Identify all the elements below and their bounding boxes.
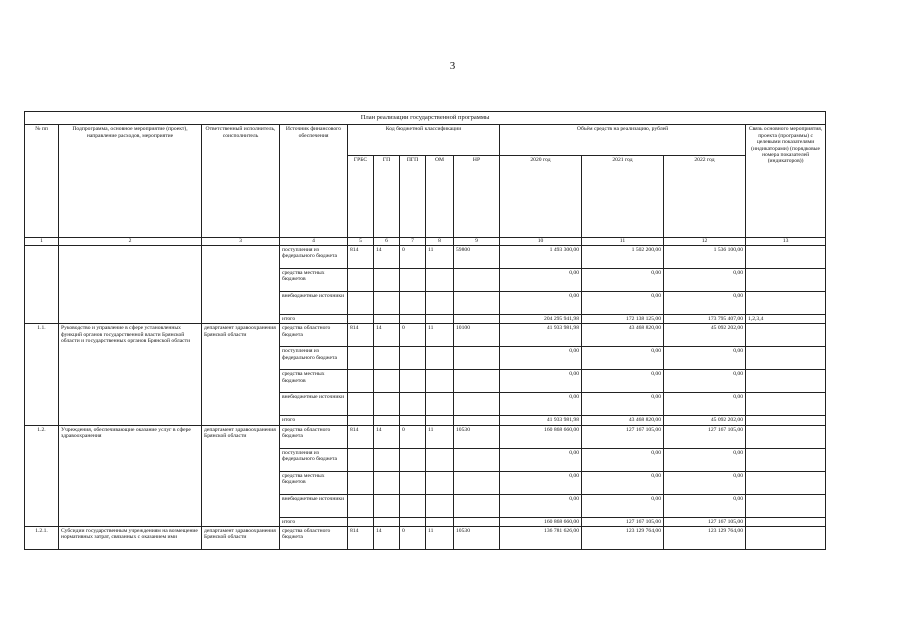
program-plan-table-wrapper [24,111,825,550]
cell-name: Учреждения, обеспечивающие оказание услуг в сфере здравоохранения [59,425,202,526]
cell-gp: 14 [374,324,400,347]
cell-v2021: 1 502 200,00 [582,245,664,268]
cell-pgp [400,416,426,425]
cell-v2020: 136 781 626,00 [500,527,582,550]
cell-om [426,416,454,425]
col-number: 5 [348,238,374,245]
cell-pgp: 0 [400,245,426,268]
cell-gp [374,448,400,471]
table-title: План реализации государственной программы [25,112,826,125]
cell-pgp: 0 [400,425,426,448]
cell-nr [454,517,500,526]
cell-grbs [348,268,374,291]
cell-v2022: 0,00 [664,268,746,291]
header-kbk: Код бюджетной классификации [348,125,500,156]
cell-pgp [400,370,426,393]
cell-v2022: 45 092 202,00 [664,324,746,347]
cell-om [426,268,454,291]
cell-om: 11 [426,527,454,550]
cell-v2021: 0,00 [582,494,664,517]
cell-v2022: 0,00 [664,471,746,494]
cell-pgp [400,471,426,494]
title-row [25,112,826,125]
cell-gp [374,494,400,517]
cell-pgp [400,314,426,323]
cell-link [746,347,826,370]
cell-src: поступления из федерального бюджета [280,448,348,471]
cell-src: средства местных бюджетов [280,268,348,291]
table-row [25,425,826,448]
cell-v2020: 0,00 [500,471,582,494]
column-number-row [25,238,826,245]
cell-pgp [400,448,426,471]
cell-om [426,517,454,526]
cell-grbs [348,471,374,494]
col-number: 12 [664,238,746,245]
table-body [25,245,826,549]
cell-grbs [348,314,374,323]
cell-v2020: 41 933 981,98 [500,416,582,425]
cell-nr: 10100 [454,324,500,347]
cell-v2021: 43 468 820,00 [582,324,664,347]
cell-om: 11 [426,425,454,448]
cell-num [25,245,59,323]
cell-v2021: 123 129 764,00 [582,527,664,550]
col-number: 13 [746,238,826,245]
cell-om [426,494,454,517]
cell-pgp [400,347,426,370]
cell-link [746,370,826,393]
header-src: Источник финансового обеспечения [280,125,348,238]
cell-v2022: 1 536 100,00 [664,245,746,268]
cell-nr [454,471,500,494]
cell-link [746,393,826,416]
cell-link [746,425,826,448]
cell-v2021: 127 167 105,00 [582,517,664,526]
cell-grbs [348,347,374,370]
cell-gp [374,471,400,494]
cell-v2020: 0,00 [500,448,582,471]
cell-v2022: 0,00 [664,347,746,370]
cell-grbs: 814 [348,527,374,550]
cell-gp [374,291,400,314]
cell-num: 1.2. [25,425,59,526]
cell-v2021: 0,00 [582,347,664,370]
cell-name: Руководство и управление в сфере установленных функций органов государственной власти Брянской области и государственных органов Брянской области [59,324,202,425]
cell-v2021: 0,00 [582,291,664,314]
cell-v2022: 0,00 [664,494,746,517]
cell-nr [454,291,500,314]
cell-grbs: 814 [348,324,374,347]
cell-om [426,347,454,370]
cell-grbs [348,370,374,393]
program-plan-table [24,111,826,550]
cell-v2020: 0,00 [500,268,582,291]
cell-gp: 14 [374,245,400,268]
cell-link [746,471,826,494]
cell-v2020: 160 868 660,00 [500,425,582,448]
cell-pgp: 0 [400,527,426,550]
header-name: Подпрограмма, основное мероприятие (проект), направление расходов, мероприятие [59,125,202,238]
cell-gp [374,268,400,291]
cell-nr [454,416,500,425]
cell-v2020: 0,00 [500,393,582,416]
cell-v2020: 0,00 [500,494,582,517]
cell-v2020: 41 933 981,98 [500,324,582,347]
header-vol: Объём средств на реализацию, рублей [500,125,746,156]
cell-v2020: 0,00 [500,291,582,314]
cell-src: средства областного бюджета [280,425,348,448]
cell-resp: департамент здравоохранения Брянской области [202,324,280,425]
col-number: 7 [400,238,426,245]
cell-v2020: 1 493 300,00 [500,245,582,268]
cell-om [426,291,454,314]
cell-om [426,370,454,393]
cell-name [59,245,202,323]
cell-resp: департамент здравоохранения Брянской области [202,527,280,550]
cell-grbs [348,291,374,314]
cell-link: 1,2,3,4 [746,314,826,323]
cell-gp [374,314,400,323]
cell-gp [374,416,400,425]
cell-nr: 59800 [454,245,500,268]
cell-v2020: 0,00 [500,370,582,393]
header-resp: Ответственный исполнитель, соисполнитель [202,125,280,238]
header-nr: НР [454,156,500,238]
cell-link [746,416,826,425]
col-number: 8 [426,238,454,245]
cell-om: 11 [426,324,454,347]
cell-name: Субсидии государственным учреждениям на возмещение нормативных затрат, связанных с оказанием ими [59,527,202,550]
cell-src: итого [280,416,348,425]
col-number: 3 [202,238,280,245]
cell-pgp [400,291,426,314]
cell-v2021: 127 167 105,00 [582,425,664,448]
cell-v2020: 160 868 660,00 [500,517,582,526]
cell-v2022: 123 129 764,00 [664,527,746,550]
cell-link [746,268,826,291]
cell-nr [454,370,500,393]
cell-v2022: 0,00 [664,393,746,416]
cell-link [746,245,826,268]
col-number: 1 [25,238,59,245]
cell-link [746,324,826,347]
cell-gp [374,517,400,526]
header-2022: 2022 год [664,156,746,238]
cell-gp [374,347,400,370]
cell-nr: 10530 [454,527,500,550]
cell-pgp [400,494,426,517]
header-pgp: ПГП [400,156,426,238]
col-number: 4 [280,238,348,245]
header-link: Связь основного мероприятия, проекта (программы) с целевыми показателями (индикаторами) (порядковые номера показателей (индикаторов)) [746,125,826,238]
col-number: 2 [59,238,202,245]
cell-grbs [348,416,374,425]
cell-grbs [348,393,374,416]
cell-v2022: 127 167 105,00 [664,517,746,526]
header-om: ОМ [426,156,454,238]
cell-gp [374,370,400,393]
col-number: 11 [582,238,664,245]
cell-v2022: 0,00 [664,448,746,471]
cell-link [746,291,826,314]
cell-nr [454,448,500,471]
cell-num: 1.1. [25,324,59,425]
cell-src: внебюджетные источники [280,494,348,517]
cell-v2020: 204 295 941,98 [500,314,582,323]
cell-num: 1.2.1. [25,527,59,550]
cell-v2022: 0,00 [664,291,746,314]
cell-om [426,393,454,416]
cell-pgp: 0 [400,324,426,347]
cell-link [746,517,826,526]
cell-src: поступления из федерального бюджета [280,347,348,370]
header-2021: 2021 год [582,156,664,238]
cell-grbs: 814 [348,425,374,448]
cell-src: средства местных бюджетов [280,370,348,393]
header-grbs: ГРБС [348,156,374,238]
cell-grbs [348,517,374,526]
cell-nr [454,393,500,416]
cell-v2022: 127 167 105,00 [664,425,746,448]
cell-src: внебюджетные источники [280,291,348,314]
cell-src: итого [280,517,348,526]
cell-pgp [400,268,426,291]
cell-src: средства областного бюджета [280,324,348,347]
cell-grbs: 814 [348,245,374,268]
cell-v2021: 0,00 [582,268,664,291]
cell-v2022: 0,00 [664,370,746,393]
cell-v2021: 0,00 [582,393,664,416]
cell-src: поступления из федерального бюджета [280,245,348,268]
cell-om: 11 [426,245,454,268]
cell-src: итого [280,314,348,323]
col-number: 9 [454,238,500,245]
cell-v2021: 0,00 [582,370,664,393]
header-num: № пп [25,125,59,238]
cell-gp: 14 [374,527,400,550]
cell-nr [454,347,500,370]
cell-v2021: 43 468 820,00 [582,416,664,425]
cell-grbs [348,448,374,471]
page-number: 3 [449,60,456,72]
col-number: 6 [374,238,400,245]
cell-v2020: 0,00 [500,347,582,370]
table-row [25,245,826,268]
table-row [25,324,826,347]
cell-v2021: 0,00 [582,471,664,494]
header-gp: ГП [374,156,400,238]
cell-om [426,314,454,323]
cell-v2021: 0,00 [582,448,664,471]
header-2020: 2020 год [500,156,582,238]
cell-link [746,448,826,471]
cell-nr: 10530 [454,425,500,448]
col-number: 10 [500,238,582,245]
cell-om [426,448,454,471]
cell-nr [454,268,500,291]
cell-nr [454,494,500,517]
cell-gp [374,393,400,416]
cell-src: средства местных бюджетов [280,471,348,494]
header-row-1 [25,125,826,156]
cell-grbs [348,494,374,517]
cell-pgp [400,517,426,526]
cell-link [746,494,826,517]
cell-resp [202,245,280,323]
cell-link [746,527,826,550]
cell-nr [454,314,500,323]
cell-pgp [400,393,426,416]
cell-v2022: 45 092 202,00 [664,416,746,425]
cell-gp: 14 [374,425,400,448]
cell-src: средства областного бюджета [280,527,348,550]
cell-v2021: 172 138 125,00 [582,314,664,323]
cell-resp: департамент здравоохранения Брянской области [202,425,280,526]
cell-v2022: 173 795 407,00 [664,314,746,323]
cell-om [426,471,454,494]
cell-src: внебюджетные источники [280,393,348,416]
table-row [25,527,826,550]
